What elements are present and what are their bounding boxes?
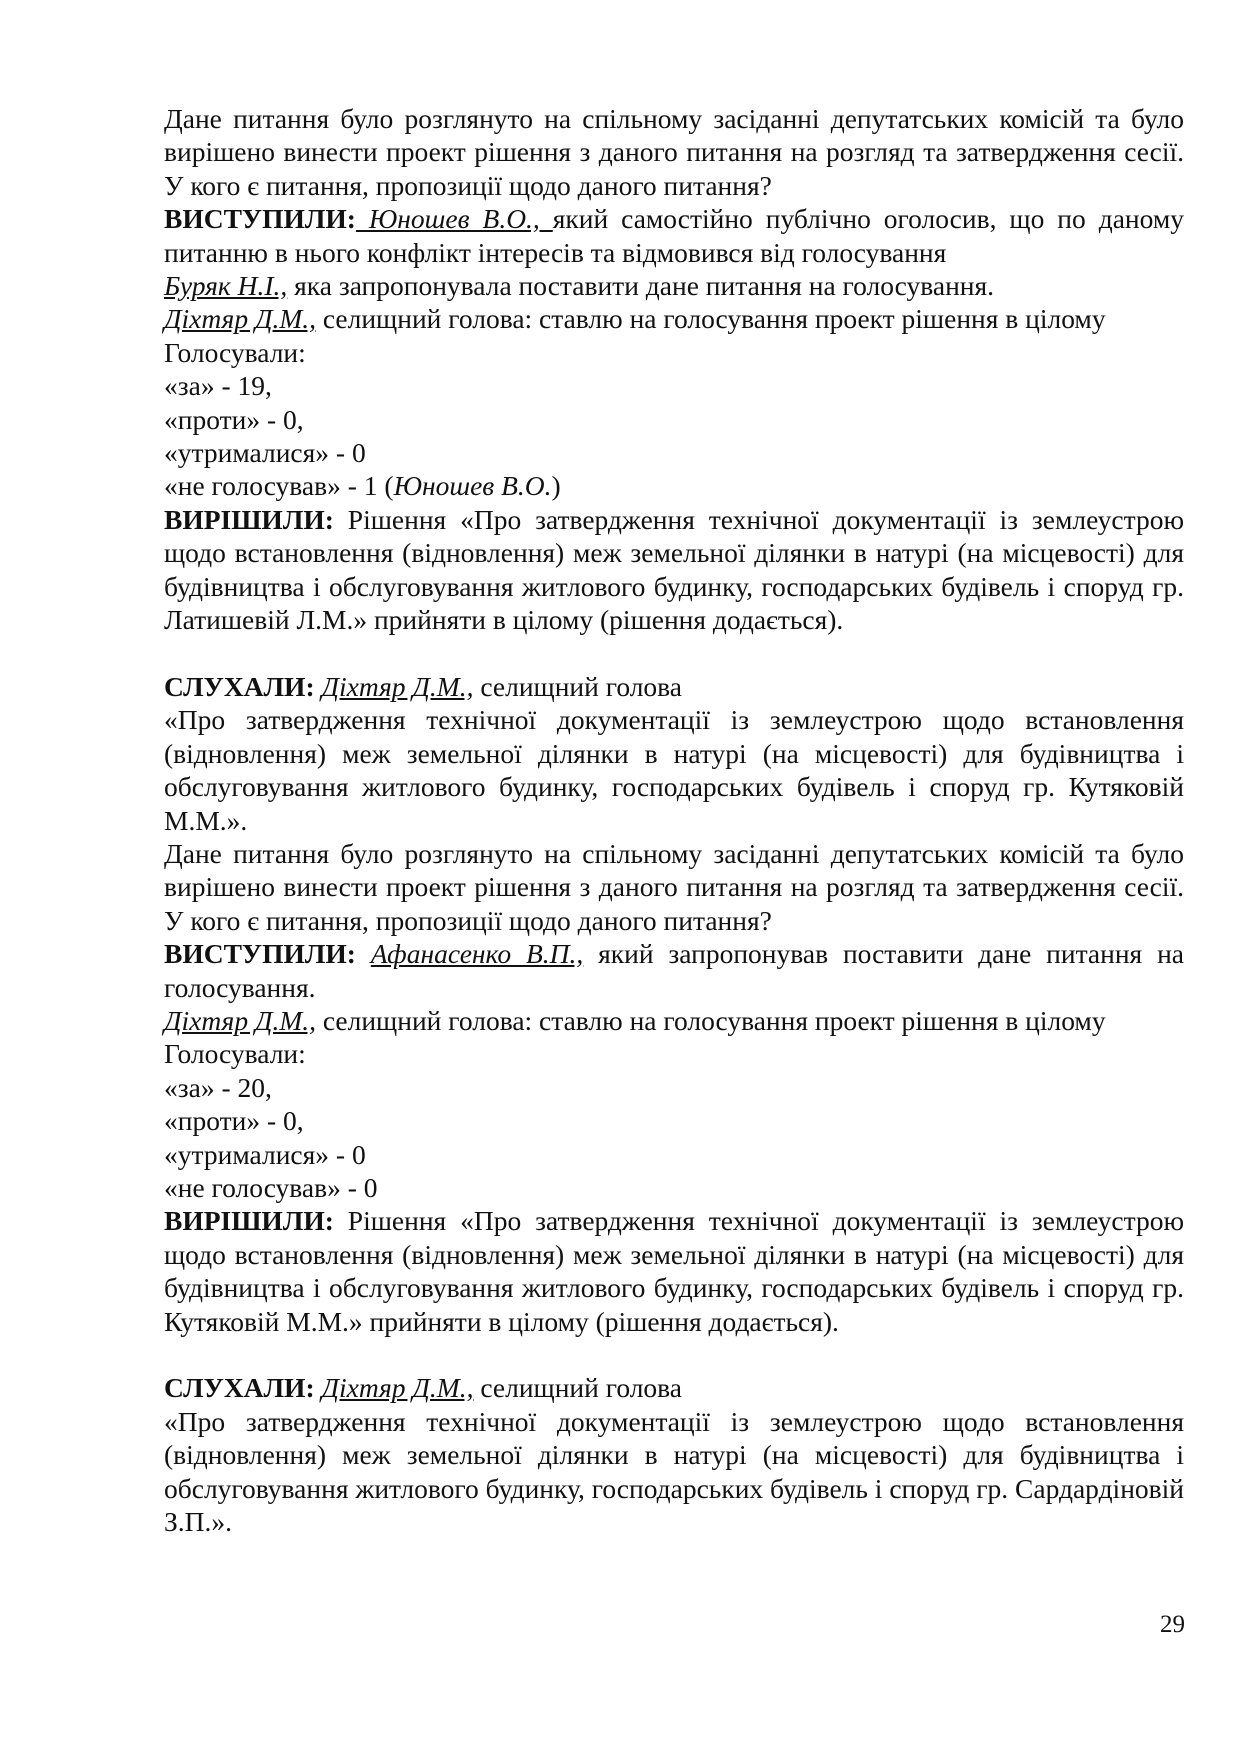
votes-heading: Голосували: (164, 1038, 306, 1070)
vote-za: «за» - 19, (164, 370, 272, 402)
vote-ne-holosuvav: «не голосував» - 0 (164, 1171, 378, 1203)
speaker-name: Юношев В.О., (355, 203, 553, 235)
label-slukhaly: СЛУХАЛИ: (164, 670, 315, 702)
vote-proty: «проти» - 0, (164, 1105, 304, 1137)
section2-intro: Дане питання було розглянуто на спільному засіданні депутатських комісій та було вирішено винести проект рішення з даного питання на розгляд та затвердження сесії. У кого є питання, пропозиції щодо даного питання? (164, 837, 1184, 936)
label-vyrishyly: ВИРІШИЛИ: (164, 503, 334, 535)
speaker-name: Афанасенко В.П., (370, 938, 584, 970)
speaker-name: Діхтяр Д.М., (164, 1004, 316, 1036)
section2-heard: СЛУХАЛИ: Діхтяр Д.М., селищний голова (164, 670, 683, 702)
speaker-text: який самостійно публічно оголосив, що по даному питанню в нього конфлікт інтересів та відмовився від голосування (164, 203, 1184, 268)
section2-title: «Про затвердження технічної документації із землеустрою щодо встановлення (відновлення) меж земельної ділянки в натурі (на місцевості) для будівництва і обслуговування житлового будинку, господарських будівель і споруд гр. Кутяковій М.М.». (164, 704, 1184, 836)
speaker-text: яка запропонувала поставити дане питання на голосування. (287, 270, 995, 302)
section1-speaker2 (164, 269, 1184, 302)
speaker-name: Діхтяр Д.М., (321, 1372, 474, 1404)
vote-utrymalysia: «утрималися» - 0 (164, 1138, 366, 1170)
label-vystupyly: ВИСТУПИЛИ: (164, 203, 356, 235)
vote-ne-holosuvav: «не голосував» - 1 (Юношев В.О.) (164, 470, 561, 502)
votes-heading: Голосували: (164, 336, 306, 368)
speaker-name: Діхтяр Д.М., (164, 303, 316, 335)
document-page (164, 102, 1184, 1538)
section1-decision: ВИРІШИЛИ: Рішення «Про затвердження технічної документації із землеустрою щодо встановлення (відновлення) меж земельної ділянки в натурі (на місцевості) для будівництва і обслуговування житлового будинку, господарських будівель і споруд гр. Латишевій Л.М.» прийняти в цілому (рішення додається). (164, 503, 1184, 636)
section2-speaker1: ВИСТУПИЛИ: Афанасенко В.П., який запропонував поставити дане питання на голосування. (164, 938, 1184, 1003)
spacer (164, 1338, 1184, 1371)
label-vyrishyly: ВИРІШИЛИ: (164, 1205, 334, 1237)
spacer (164, 637, 1184, 670)
label-vystupyly: ВИСТУПИЛИ: (164, 938, 356, 970)
section3-heard: СЛУХАЛИ: Діхтяр Д.М., селищний голова (164, 1372, 683, 1404)
section1-speaker1 (164, 202, 1184, 269)
vote-utrymalysia: «утрималися» - 0 (164, 437, 366, 469)
label-slukhaly: СЛУХАЛИ: (164, 1372, 315, 1404)
section2-decision: ВИРІШИЛИ: Рішення «Про затвердження технічної документації із землеустрою щодо встановлення (відновлення) меж земельної ділянки в натурі (на місцевості) для будівництва і обслуговування житлового будинку, господарських будівель і споруд гр. Кутяковій М.М.» прийняти в цілому (рішення додається). (164, 1205, 1184, 1337)
speaker-text: селищний голова: ставлю на голосування проект рішення в цілому (315, 303, 1106, 335)
vote-proty: «проти» - 0, (164, 403, 304, 435)
speaker-name: Діхтяр Д.М., (321, 670, 474, 702)
section3-title: «Про затвердження технічної документації із землеустрою щодо встановлення (відновлення) меж земельної ділянки в натурі (на місцевості) для будівництва і обслуговування житлового будинку, господарських будівель і споруд гр. Сардардіновій З.П.». (164, 1405, 1185, 1538)
page-number: 29 (1160, 1611, 1185, 1638)
speaker-name: Буряк Н.І., (164, 270, 288, 302)
section1-head-statement (164, 302, 1184, 335)
section1-intro: Дане питання було розглянуто на спільному засіданні депутатських комісій та було вирішено винести проект рішення з даного питання на розгляд та затвердження сесії. У кого є питання, пропозиції щодо даного питання? (164, 103, 1184, 201)
section2-head-statement: Діхтяр Д.М., селищний голова: ставлю на голосування проект рішення в цілому (164, 1004, 1106, 1036)
vote-za: «за» - 20, (164, 1071, 272, 1103)
